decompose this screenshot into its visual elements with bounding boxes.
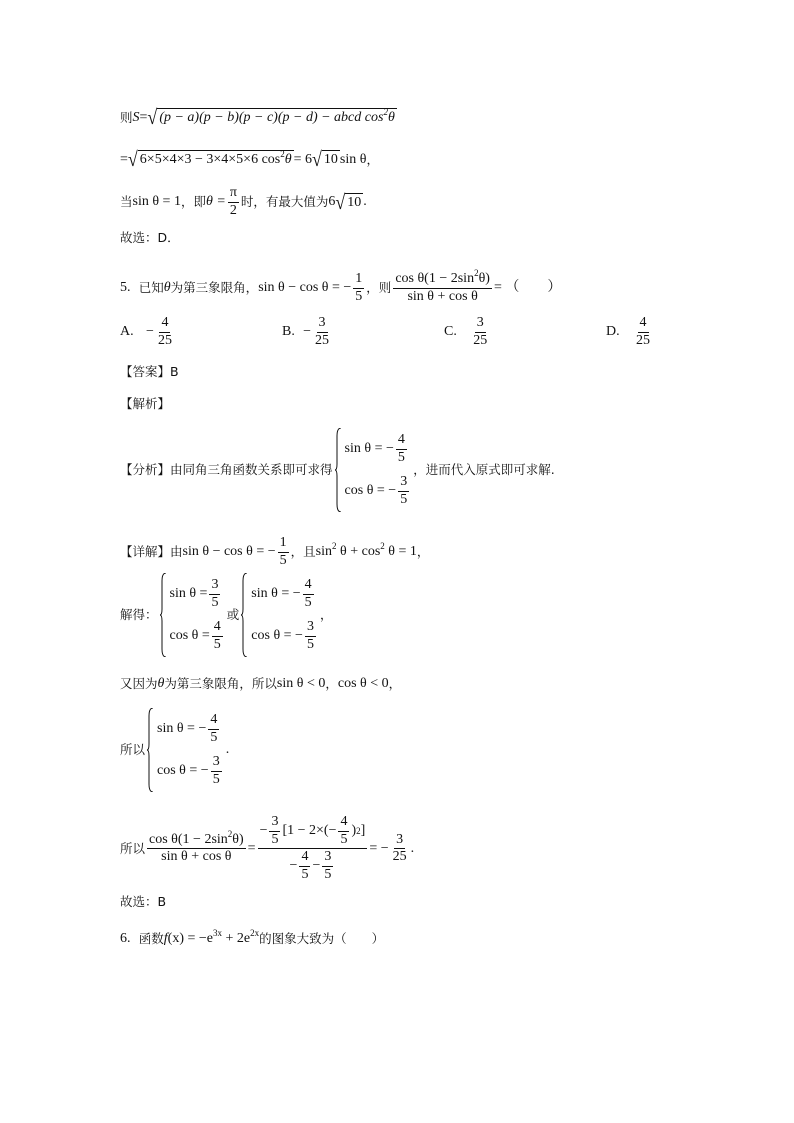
text: 所以 — [120, 840, 146, 856]
solution-line-2 — [120, 147, 379, 171]
var-s: S — [132, 109, 140, 125]
sqrt-expression: √ (p − a)(p − b)(p − c)(p − d) − abcd $\cos^2\theta$ — [147, 105, 395, 129]
text: ，进而代入原式即可求解. — [413, 462, 555, 477]
equals: = 6 — [293, 151, 313, 167]
text: 又因为 — [120, 676, 158, 691]
solution-line-1 — [120, 105, 397, 129]
sqrt-expression: √ 6×5×4×3 − 3×4×5×6 $\cos^2\theta$ — [127, 147, 292, 171]
result-fraction: $\frac{3}{25}$ — [392, 831, 407, 865]
question-number: 6. — [120, 931, 131, 946]
question-6-stem — [120, 930, 384, 948]
because-line — [120, 675, 401, 693]
text: 函数 — [138, 931, 164, 946]
sqrt-10: √ 10 — [335, 190, 362, 214]
fraction-pi-2: $\frac{\pi}{2}$ — [229, 185, 237, 218]
punct: ， — [416, 544, 430, 560]
question-5-stem — [120, 268, 562, 304]
question-number: 5. — [120, 280, 131, 296]
target-expression: $\frac{\cos \theta(1 - 2\sin^2\theta)}{\text{sin θ + cos θ}}$ — [395, 268, 490, 304]
value: 6 — [328, 194, 336, 210]
text: 时，有最大值为 — [240, 194, 329, 210]
equals: = — [139, 109, 148, 125]
analysis-line — [120, 428, 555, 512]
text: ，则 — [366, 280, 392, 296]
theta: θ — [163, 280, 171, 296]
solution-line-3 — [120, 186, 367, 218]
fraction: $\frac{1}{5}$ — [279, 535, 287, 568]
text: 当 — [120, 194, 133, 210]
option-c[interactable]: C. $\frac{3}{25}$ — [444, 315, 488, 348]
choose-d: 故选：D． — [120, 230, 180, 245]
punct: . — [410, 840, 415, 856]
condition: sin θ − cos θ = − — [182, 544, 276, 560]
fraction: $\frac{1}{5}$ — [355, 271, 363, 304]
equation-system-1: sin θ = $\frac{3}{5}$ cos θ = $\frac{4}{5}$ — [160, 573, 225, 657]
sqrt-10: √ 10 — [312, 147, 338, 171]
punct: ， — [366, 151, 379, 167]
detail-tag: 【详解】 — [120, 544, 171, 560]
analysis-tag: 【解析】 — [120, 396, 171, 411]
text: 由 — [170, 544, 183, 560]
function-name: f — [163, 931, 168, 946]
condition: sin θ < 0 — [276, 676, 326, 691]
equals: = − — [369, 840, 389, 856]
option-b[interactable]: B. − $\frac{3}{25}$ — [282, 315, 330, 348]
text: ，即 — [180, 194, 206, 210]
condition: sin θ − cos θ = − — [258, 280, 352, 296]
equals: = — [120, 151, 128, 167]
condition: cos θ < 0 — [337, 676, 389, 691]
punct: ， — [319, 607, 333, 622]
punct: . — [225, 742, 230, 757]
text: 所以 — [120, 742, 146, 757]
equation-system-2: sin θ = − $\frac{4}{5}$ cos θ = − $\frac{3}{5}$ — [241, 573, 318, 657]
option-d[interactable]: D. $\frac{4}{25}$ — [606, 315, 651, 348]
text: 或 — [226, 607, 240, 622]
text: 的图象大致为（ ） — [259, 931, 385, 946]
text: 由同角三角函数关系即可求得 — [170, 462, 333, 477]
text: 为第三象限角，所以 — [164, 676, 277, 691]
option-a[interactable]: A. − $\frac{4}{25}$ — [120, 315, 172, 348]
sin-theta: sin θ — [339, 151, 367, 167]
answer-tag: 【答案】B — [120, 364, 179, 379]
punct: ， — [325, 676, 338, 691]
substituted-expression: − $\frac{3}{5}$ [1 − 2×(− $\frac{4}{5}$ ) 2 ] − $\frac{4}{5}$ − $\frac{3}{5}$ — [259, 814, 366, 883]
equation-system: sin θ = − $\frac{4}{5}$ cos θ = − $\frac{3}{5}$ — [335, 428, 412, 512]
lhs-expression: $\frac{\cos \theta(1 - 2\sin^2\theta)}{\text{sin θ + cos θ}}$ — [149, 828, 244, 865]
theta: θ — [157, 676, 165, 691]
function-expression: $(x) = -e^{3x} + 2e^{2x}$ — [167, 928, 260, 946]
text: 已知 — [138, 280, 164, 296]
equals: = — [247, 840, 256, 856]
theta-eq: θ = — [205, 194, 226, 210]
text: 为第三象限角， — [170, 280, 259, 296]
fenxi-tag: 【分析】 — [120, 462, 171, 477]
solve-line — [120, 573, 332, 657]
so-line-1 — [120, 708, 229, 792]
so-line-2 — [120, 815, 414, 883]
text: 则 — [120, 109, 133, 125]
detail-line — [120, 536, 429, 568]
text: ，且 — [290, 544, 316, 560]
choose-b: 故选：B — [120, 894, 167, 909]
punct: ， — [388, 676, 402, 691]
identity: $\sin^2 \theta + \cos^2 \theta = 1$ — [315, 541, 417, 560]
punct: . — [363, 194, 367, 210]
equation-system: sin θ = − $\frac{4}{5}$ cos θ = − $\frac{3}{5}$ — [147, 708, 224, 792]
text: 解得： — [120, 607, 158, 622]
condition: sin θ = 1 — [132, 194, 181, 210]
answer-blank: = （ ） — [493, 280, 562, 296]
